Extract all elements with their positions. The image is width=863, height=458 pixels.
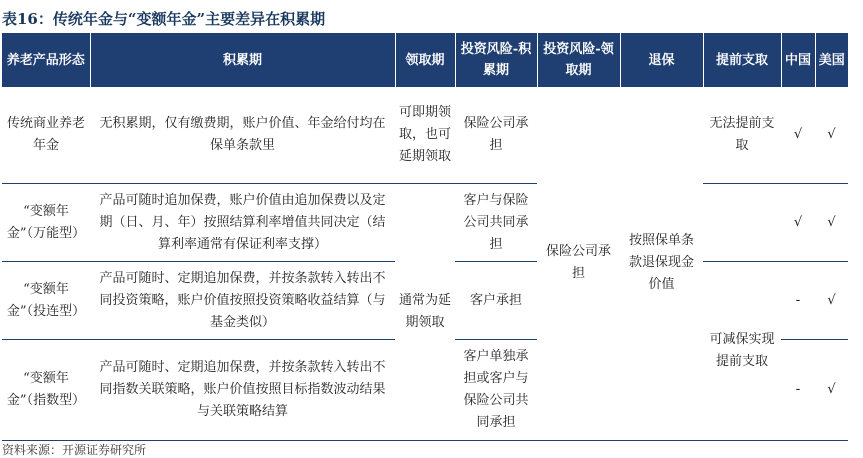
cell-payout-merged: 通常为延期领取 <box>399 292 452 330</box>
header-china: 中国 <box>781 33 815 87</box>
header-accumulation: 积累期 <box>90 33 395 87</box>
cell-accumulation: 无积累期，仅有缴费期，账户价值、年金给付均在保单条款里 <box>90 87 395 184</box>
header-payout: 领取期 <box>395 33 455 87</box>
cell-product: 传统商业养老年金 <box>2 87 90 184</box>
comparison-table <box>2 33 848 439</box>
cell-accumulation: 产品可随时、定期追加保费，并按条款转入转出不同投资策略，账户价值按照投资策略收益结算（与基金类似） <box>90 262 395 340</box>
cell-accumulation: 产品可随时、定期追加保费，并按条款转入转出不同指数关联策略，账户价值按照目标指数波动结果与关联策略结算 <box>99 359 386 419</box>
header-surrender: 退保 <box>620 33 703 87</box>
cell-inv-risk-acc: 保险公司承担 <box>455 87 537 184</box>
cell-product: “变额年金”（指数型） <box>6 370 86 408</box>
cell-accumulation: 产品可随时追加保费，账户价值由追加保费以及定期（日、月、年）按照结算利率增值共同决定（结算利率通常有保证利率支撑） <box>90 184 395 262</box>
cell-payout: 可即期领取，也可延期领取 <box>395 87 455 184</box>
header-inv-risk-acc: 投资风险-积累期 <box>455 33 537 87</box>
table-row <box>2 87 848 184</box>
cell-early-empty <box>703 184 781 262</box>
cell-product: “变额年金”（万能型） <box>2 184 90 262</box>
cell-us: √ <box>827 381 836 397</box>
cell-inv-risk-acc: 客户单独承担或客户与保险公司共同承担 <box>463 348 529 430</box>
cell-china: - <box>795 381 801 397</box>
header-row <box>2 33 848 87</box>
cell-china: √ <box>781 87 815 184</box>
cell-us: √ <box>815 262 848 340</box>
source-note: 资料来源：开源证券研究所 <box>2 443 147 457</box>
cell-china: √ <box>781 184 815 262</box>
cell-product: “变额年金”（投连型） <box>2 262 90 340</box>
cell-china: - <box>781 262 815 340</box>
table-title: 表16：传统年金与“变额年金”主要差异在积累期 <box>2 10 326 28</box>
header-us: 美国 <box>815 33 848 87</box>
header-early: 提前支取 <box>703 33 781 87</box>
header-product: 养老产品形态 <box>2 33 90 87</box>
cell-surrender-merged: 按照保单条款退保现金价值 <box>628 233 694 292</box>
cell-inv-risk-acc: 客户与保险公司共同承担 <box>455 184 537 262</box>
cell-inv-risk-acc: 客户承担 <box>455 262 537 340</box>
table-row <box>2 184 848 262</box>
cell-inv-risk-payout-merged: 保险公司承担 <box>545 244 611 281</box>
cell-us: √ <box>815 184 848 262</box>
header-inv-risk-payout: 投资风险-领取期 <box>537 33 620 87</box>
cell-early-merged: 可减保实现提前支取 <box>709 331 775 369</box>
cell-early: 无法提前支取 <box>703 87 781 184</box>
cell-us: √ <box>815 87 848 184</box>
